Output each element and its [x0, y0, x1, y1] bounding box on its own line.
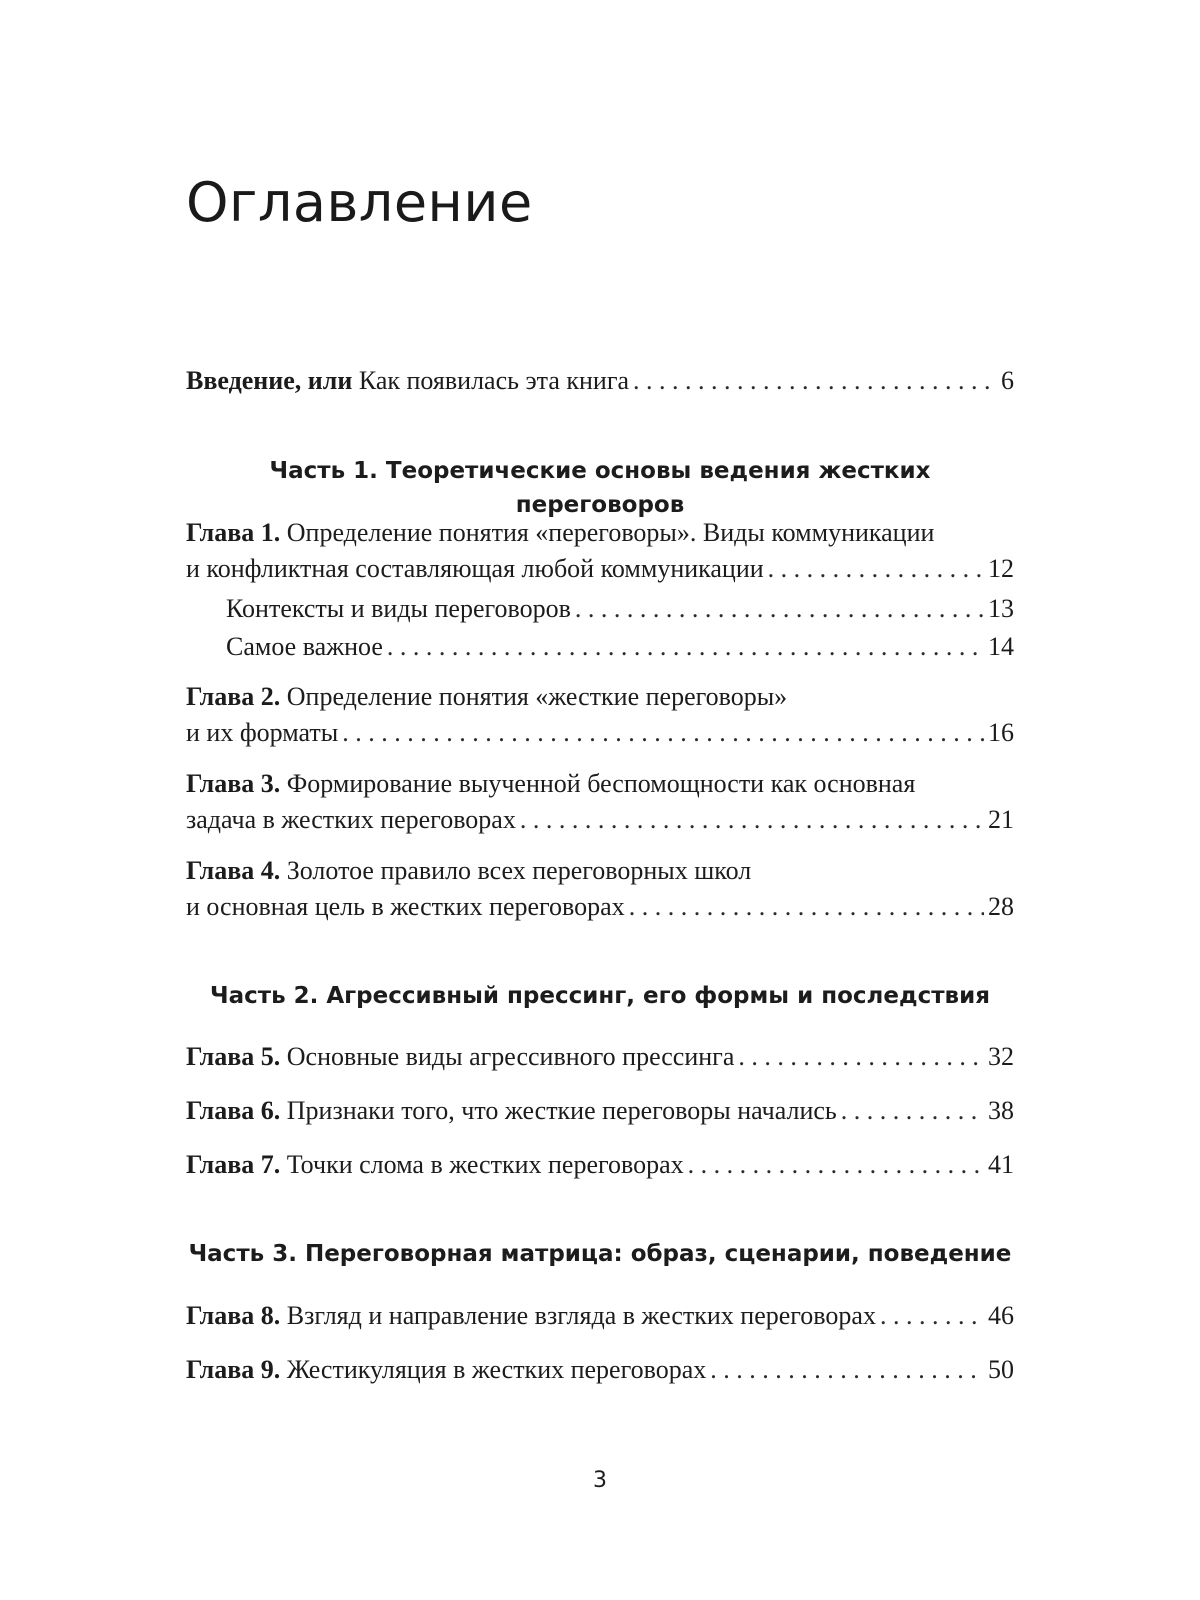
toc-entry-chapter-7[interactable]	[186, 1147, 1014, 1183]
toc-entry-chapter-3[interactable]	[186, 766, 1014, 838]
page-number: 32	[988, 1042, 1014, 1071]
entry-title: Формирование выученной беспомощности как основная	[280, 769, 916, 798]
entry-line-2: и их форматы	[186, 718, 339, 747]
toc-entry-chapter-8[interactable]	[186, 1298, 1014, 1334]
entry-title: Определение понятия «жесткие переговоры»	[280, 682, 788, 711]
entry-label	[186, 1298, 876, 1334]
toc-entry-chapter-5[interactable]	[186, 1039, 1014, 1075]
toc-entry-intro[interactable]	[186, 363, 1014, 399]
dot-leader	[575, 591, 984, 627]
entry-line-2: и основная цель в жестких переговорах	[186, 892, 625, 921]
page-number: 14	[988, 632, 1014, 661]
chapter-label: Глава 3.	[186, 769, 281, 798]
toc-entry-chapter-9[interactable]	[186, 1352, 1014, 1388]
toc-subentry-contexts[interactable]	[226, 591, 1014, 627]
entry-bold-label: Введение, или	[186, 366, 353, 395]
entry-title: Определение понятия «переговоры». Виды коммуникации	[280, 518, 935, 547]
chapter-label: Глава 7.	[186, 1150, 281, 1179]
page-number: 21	[988, 805, 1014, 834]
chapter-label: Глава 6.	[186, 1096, 281, 1125]
dot-leader	[633, 363, 997, 399]
page-number: 50	[988, 1355, 1014, 1384]
entry-label	[186, 1093, 837, 1129]
dot-leader	[880, 1298, 984, 1334]
entry-line-2: и конфликтная составляющая любой коммуникации	[186, 554, 764, 583]
dot-leader	[841, 1093, 984, 1129]
entry-title: Основные виды агрессивного прессинга	[280, 1042, 735, 1071]
toc-subentry-most-important[interactable]	[226, 629, 1014, 665]
entry-line-1	[186, 766, 1014, 802]
entry-title: Как появилась эта книга	[352, 366, 630, 395]
entry-line-1	[186, 679, 1014, 715]
chapter-label: Глава 2.	[186, 682, 281, 711]
entry-title: Взгляд и направление взгляда в жестких переговорах	[280, 1301, 876, 1330]
dot-leader	[342, 715, 984, 751]
chapter-label: Глава 8.	[186, 1301, 281, 1330]
entry-label	[186, 363, 629, 399]
chapter-label: Глава 9.	[186, 1355, 281, 1384]
dot-leader	[738, 1039, 984, 1075]
page-folio: 3	[593, 1468, 607, 1493]
dot-leader	[710, 1352, 984, 1388]
page-number: 41	[988, 1150, 1014, 1179]
part-heading-2: Часть 2. Агрессивный прессинг, его формы и последствия	[210, 983, 990, 1009]
page-number: 16	[988, 718, 1014, 747]
entry-title: Признаки того, что жесткие переговоры начались	[280, 1096, 837, 1125]
subentry-title: Самое важное	[226, 632, 383, 661]
entry-line-1	[186, 853, 1014, 889]
toc-entry-chapter-2[interactable]	[186, 679, 1014, 751]
dot-leader	[629, 889, 984, 925]
entry-title: Жестикуляция в жестких переговорах	[280, 1355, 707, 1384]
subentry-title: Контексты и виды переговоров	[226, 594, 571, 623]
dot-leader	[387, 629, 984, 665]
dot-leader	[520, 802, 984, 838]
dot-leader	[768, 551, 984, 587]
toc-entry-chapter-6[interactable]	[186, 1093, 1014, 1129]
dot-leader	[688, 1147, 984, 1183]
page-number: 12	[988, 554, 1014, 583]
entry-label	[186, 1352, 706, 1388]
page-number: 28	[988, 892, 1014, 921]
entry-label	[186, 1039, 734, 1075]
page-number: 46	[988, 1301, 1014, 1330]
entry-line-1	[186, 515, 1014, 551]
entry-title: Золотое правило всех переговорных школ	[280, 856, 752, 885]
chapter-label: Глава 1.	[186, 518, 281, 547]
page-number: 6	[1001, 366, 1014, 395]
entry-label	[186, 1147, 684, 1183]
page-title: Оглавление	[186, 171, 533, 234]
part-heading-3: Часть 3. Переговорная матрица: образ, сценарии, поведение	[188, 1241, 1012, 1267]
chapter-label: Глава 5.	[186, 1042, 281, 1071]
page-number: 38	[988, 1096, 1014, 1125]
toc-entry-chapter-1[interactable]	[186, 515, 1014, 587]
entry-line-2: задача в жестких переговорах	[186, 805, 516, 834]
chapter-label: Глава 4.	[186, 856, 281, 885]
toc-entry-chapter-4[interactable]	[186, 853, 1014, 925]
page-number: 13	[988, 594, 1014, 623]
part-heading-1: Часть 1. Теоретические основы ведения жестких переговоров	[269, 458, 931, 518]
entry-title: Точки слома в жестких переговорах	[280, 1150, 684, 1179]
